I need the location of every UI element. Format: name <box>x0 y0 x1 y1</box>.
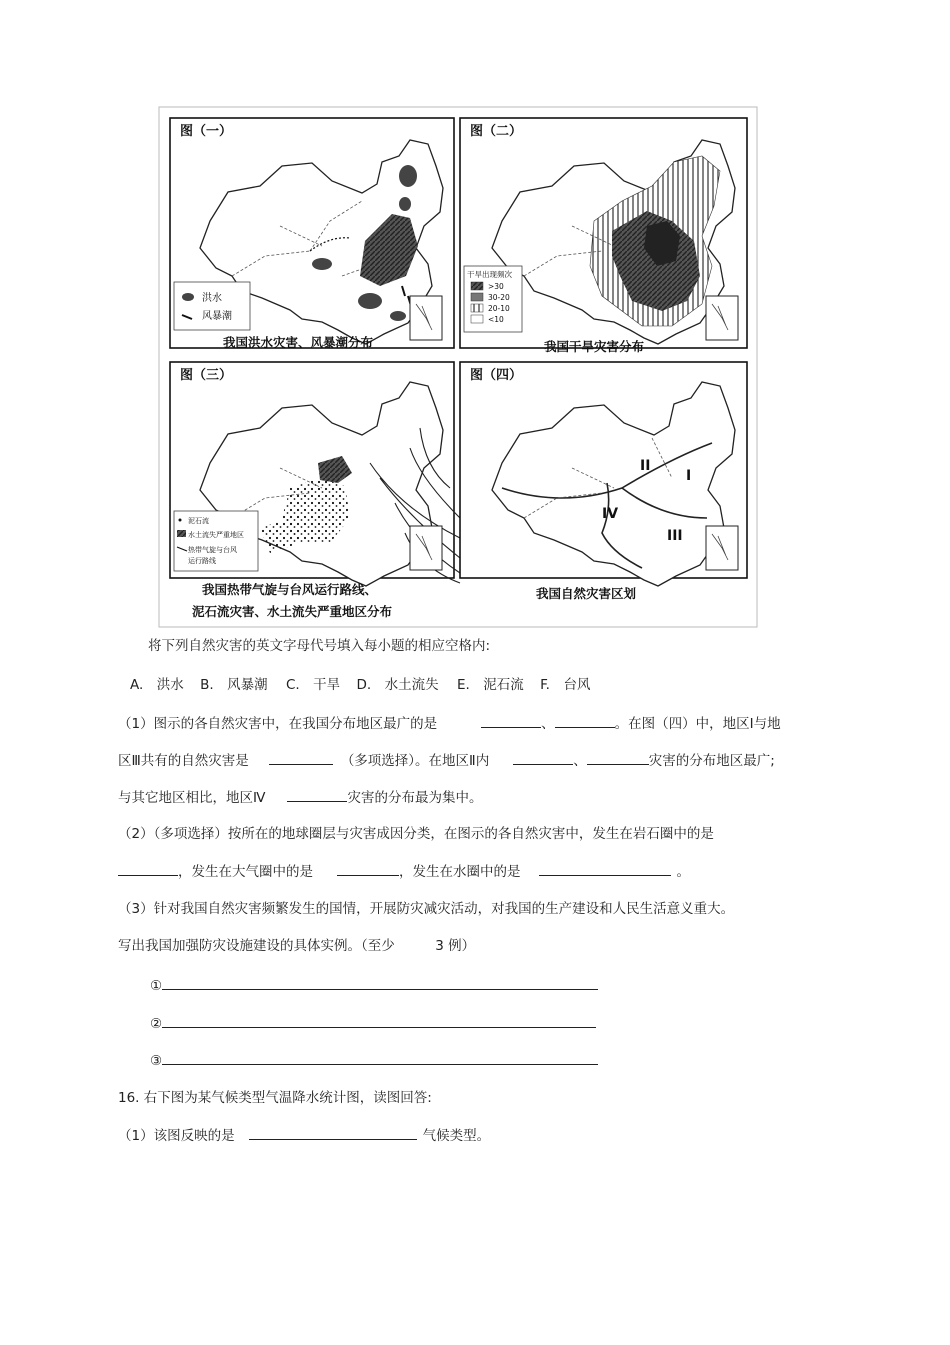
panel-label-1: 图（一） <box>180 124 233 139</box>
q1-blank-5[interactable] <box>587 751 649 765</box>
q3-line1: （3）针对我国自然灾害频繁发生的国情，开展防灾减灾活动，对我国的生产建设和人民生活意义重大。 <box>118 901 735 917</box>
legend-route: 运行路线 <box>188 557 216 565</box>
q1-blank-4[interactable] <box>513 751 573 765</box>
q1-blank-1[interactable] <box>481 714 541 728</box>
q3-answer-line-3[interactable] <box>162 1050 598 1065</box>
region-label-3: III <box>667 528 683 544</box>
option-a: A. 洪水 <box>130 677 184 693</box>
legend-flood: 洪水 <box>202 293 222 304</box>
q3-answer-1: ① <box>150 975 598 995</box>
legend-mudslide: 泥石流 <box>188 517 209 525</box>
q16-title: 16. 右下图为某气候类型气温降水统计图，读图回答: <box>118 1090 432 1106</box>
option-e: E. 泥石流 <box>456 677 524 693</box>
legend-typhoon: 热带气旋与台风 <box>188 546 237 554</box>
panel-caption-3a: 我国热带气旋与台风运行路线、 <box>202 582 378 597</box>
q1-line2: 区Ⅲ共有的自然灾害是 （多项选择）。在地区Ⅱ内 、 灾害的分布地区最广; <box>118 753 775 769</box>
panel-caption-4: 我国自然灾害区划 <box>536 586 637 601</box>
option-f: F. 台风 <box>540 677 591 693</box>
drought-legend-title: 干旱出现频次 <box>467 270 512 279</box>
region-label-4: IV <box>602 506 619 522</box>
drought-legend-4: <10 <box>488 315 504 324</box>
panel-label-4: 图（四） <box>470 368 523 383</box>
panel-zoning-map <box>460 362 747 601</box>
option-c: C. 干旱 <box>285 677 341 693</box>
q2-line2: ，发生在大气圈中的是 ，发生在水圈中的是 。 <box>118 862 690 881</box>
maps-svg <box>158 106 758 628</box>
q3-line2: 写出我国加强防灾设施建设的具体实例。（至少 3 例） <box>118 938 476 954</box>
legend-erosion: 水土流失严重地区 <box>188 531 244 539</box>
drought-legend-2: 30-20 <box>488 293 510 302</box>
q2-blank-2[interactable] <box>337 862 399 876</box>
panel-caption-3b: 泥石流灾害、水土流失严重地区分布 <box>192 604 393 619</box>
q16-blank-1[interactable] <box>249 1126 417 1140</box>
q3-answer-line-2[interactable] <box>162 1013 596 1028</box>
option-b: B. 风暴潮 <box>200 677 268 693</box>
q2-line1: （2）（多项选择）按所在的地球圈层与灾害成因分类，在图示的各自然灾害中，发生在岩石圈中的是 <box>118 826 714 842</box>
q3-answer-2: ② <box>150 1013 596 1033</box>
region-label-2: II <box>640 458 651 474</box>
flood-legend-icon <box>182 293 194 301</box>
q3-answer-line-1[interactable] <box>162 975 598 990</box>
drought-legend-3: 20-10 <box>488 304 510 313</box>
panel-label-2: 图（二） <box>470 124 523 139</box>
region-label-1: I <box>686 468 692 484</box>
q3-answer-3: ③ <box>150 1050 598 1070</box>
legend-storm-surge: 风暴潮 <box>202 311 232 322</box>
panel-caption-1: 我国洪水灾害、风暴潮分布 <box>223 335 374 350</box>
q1-blank-2[interactable] <box>555 714 615 728</box>
options-row <box>130 676 590 694</box>
q1-blank-6[interactable] <box>287 788 347 802</box>
disaster-maps-figure <box>158 106 758 628</box>
panel-label-3: 图（三） <box>180 368 233 383</box>
q1-line3: 与其它地区相比，地区Ⅳ 灾害的分布最为集中。 <box>118 790 483 806</box>
drought-legend-1: >30 <box>488 282 504 291</box>
q16-line1: （1）该图反映的是 气候类型。 <box>118 1128 491 1144</box>
option-d: D. 水土流失 <box>356 677 439 693</box>
q2-blank-1[interactable] <box>118 862 178 876</box>
q2-blank-3[interactable] <box>539 862 671 876</box>
panel-flood-map <box>170 118 454 350</box>
q1-blank-3[interactable] <box>269 751 333 765</box>
panel-caption-2: 我国干旱灾害分布 <box>544 339 645 354</box>
q1-line1: （1）图示的各自然灾害中，在我国分布地区最广的是 、 。在图（四）中，地区Ⅰ与地 <box>118 716 781 732</box>
question-intro: 将下列自然灾害的英文字母代号填入每小题的相应空格内: <box>148 638 491 654</box>
panel-drought-map <box>460 118 747 354</box>
